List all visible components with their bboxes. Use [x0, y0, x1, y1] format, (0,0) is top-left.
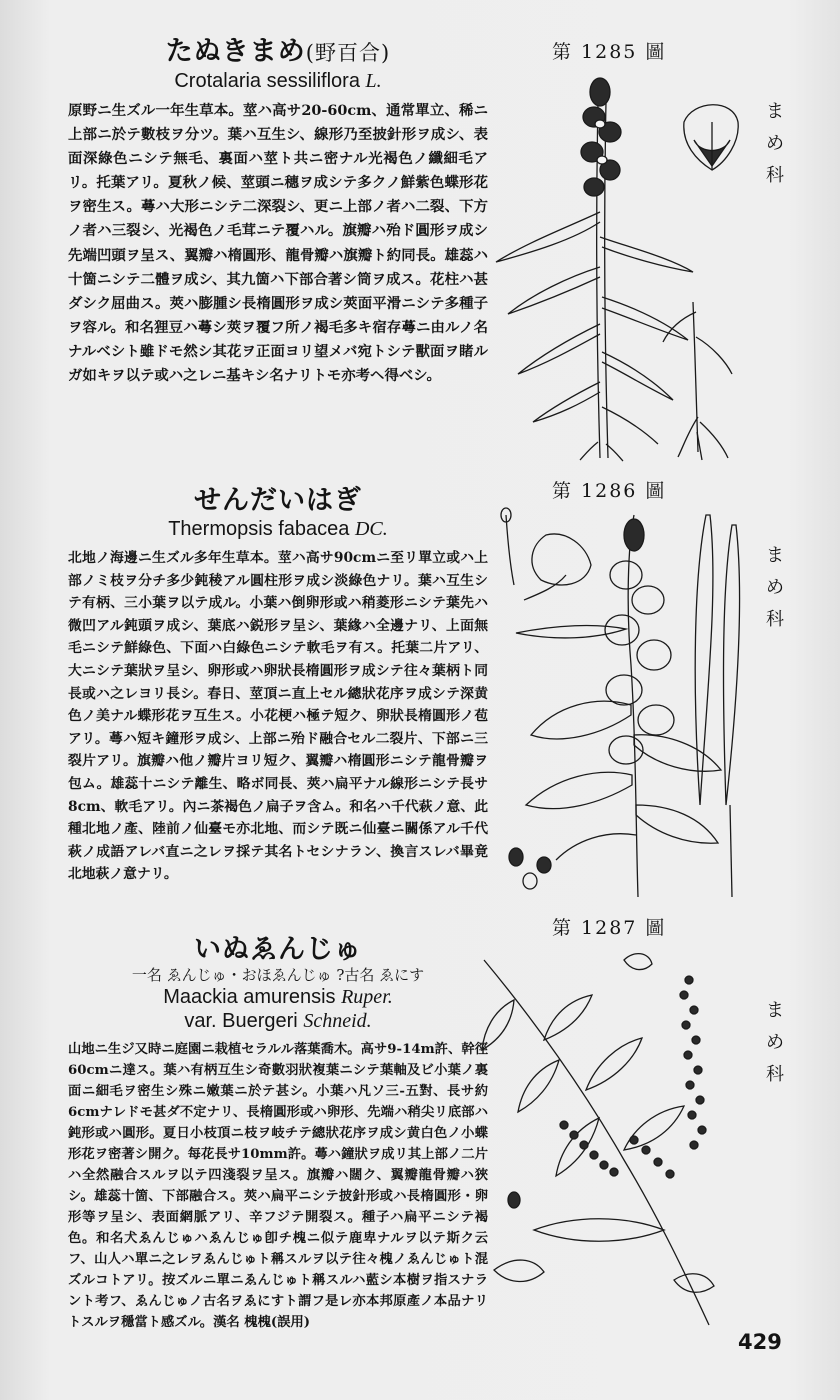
- figure-number: 第 1286 圖: [552, 480, 667, 502]
- scientific-name: [68, 517, 488, 541]
- alias-names: 一名 ゑんじゅ・おほゑんじゅ ?古名 ゑにす: [131, 966, 425, 984]
- family-char: め: [766, 133, 784, 154]
- entry-title: [68, 36, 488, 69]
- scientific-name: [68, 985, 488, 1009]
- family-char: 科: [766, 165, 784, 186]
- family-label: [760, 995, 790, 1091]
- scientific-name: [68, 69, 488, 93]
- alternate-name: (野百合): [305, 41, 391, 65]
- entry-1285: [68, 36, 488, 388]
- japanese-name: せんだいはぎ: [194, 485, 362, 516]
- entry-1287: [68, 934, 488, 1333]
- entry-1286: [68, 485, 488, 886]
- latin-binomial: Maackia amurensis: [163, 986, 336, 1008]
- family-label: [760, 96, 790, 192]
- description: 北地ノ海邊ニ生ズル多年生草本。莖ハ高サ90cmニ至リ單立或ハ上部ノミ枝ヲ分チ多少鈍稜アル圓柱形ヲ成シ淡綠色ナリ。葉ハ互生シテ有柄、三小葉ヲ以テ成ル。小葉ハ倒卵形或ハ稍菱形ニシテ葉先ハ微凹アル鈍頭ヲ成シ、葉底ハ鋭形ヲ呈シ、葉緣ハ全邊ナリ、上面無毛ニシテ鮮綠色、下面ハ白綠色ニシテ軟毛ヲ有ス。托葉二片アリ、大ニシテ葉狀ヲ呈シ、卵形或ハ卵狀長楕圓形ヲ成シテ往々葉柄ト同長或ハ之レヨリ長シ。春日、莖頂ニ直上セル總狀花序ヲ成シテ深黄色ノ美ナル蝶形花ヲ互生ス。小花梗ハ極テ短ク、卵狀長楕圓形ノ苞アリ。蕚ハ短キ鐘形ヲ成シ、上部ニ殆ド融合セル二裂片、下部ニ三裂片アリ。旗瓣ハ他ノ瓣片ヨリ短ク、翼瓣ハ楕圓形ニシテ龍骨瓣ヲ包ム。雄蕊十ニシテ離生、略ボ同長、莢ハ扁平ナル線形ニシテ長サ8cm、軟毛アリ。內ニ茶褐色ノ扁子ヲ含ム。和名ハ千代萩ノ意、此種北地ノ產、陸前ノ仙臺モ亦北地、而シテ既ニ仙臺ニ關係アル千代萩ノ成語アレバ直ニ之レヲ採テ其名トセシナラン、換言スレバ畢竟北地萩ノ意ナリ。: [68, 550, 488, 883]
- crotalaria-illustration: [488, 62, 750, 462]
- author-abbreviation: DC.: [354, 518, 388, 540]
- family-char: ま: [766, 101, 784, 122]
- figure-number: 第 1285 圖: [552, 41, 667, 63]
- description: 原野ニ生ズル一年生草本。莖ハ高サ20-60cm、通常單立、稀ニ上部ニ於テ數枝ヲ分ツ。葉ハ互生シ、線形乃至披針形ヲ成シ、表面深綠色ニシテ無毛、裏面ハ莖ト共ニ密ナル光褐色ノ纖細毛アリ。托葉アリ。夏秋ノ候、莖頭ニ穗ヲ成シテ多クノ鮮紫色蝶形花ヲ密生ス。蕚ハ大形ニシテ二深裂シ、更ニ上部ノ者ハ二裂、下方ノ者ハ三裂シ、光褐色ノ毛茸ニテ覆ハル。旗瓣ハ殆ド圓形ヲ成シ先端凹頭ヲ呈ス、翼瓣ハ楕圓形、龍骨瓣ハ旗瓣ト約同長。雄蕊ハ十箇ニシテ二體ヲ成シ、其九箇ハ下部合著シ筒ヲ成ス。花柱ハ甚ダシク屈曲ス。莢ハ膨腫シ長楕圓形ヲ成シ莢面平滑ニシテ多種子ヲ容ル。和名狸豆ハ蕚シ莢ヲ覆フ所ノ褐毛多キ宿存蕚ニ由ルノ名ナルベシト雖ドモ然シ其花ヲ正面ヨリ望メバ宛トシテ獸面ヲ睹ルガ如キヲ以テ或ハ之レニ基キシ名ナリトモ亦考ヘ得ベシ。: [68, 102, 488, 385]
- variety-author: Schneid.: [303, 1010, 372, 1032]
- latin-binomial: Crotalaria sessiliflora: [174, 70, 360, 92]
- entry-title: [68, 934, 488, 966]
- figure-number: 第 1287 圖: [552, 917, 667, 939]
- family-char: ま: [766, 1000, 784, 1021]
- japanese-name: いぬゑんじゅ: [194, 934, 362, 965]
- latin-variety: var. Buergeri: [184, 1010, 298, 1032]
- japanese-name: たぬきまめ: [165, 36, 306, 67]
- family-char: ま: [766, 545, 784, 566]
- page-number: 429: [738, 1330, 782, 1354]
- maackia-illustration: [474, 940, 754, 1330]
- family-char: め: [766, 1032, 784, 1053]
- author-abbreviation: Ruper.: [341, 986, 393, 1008]
- author-abbreviation: L.: [365, 70, 382, 92]
- thermopsis-illustration: [486, 505, 756, 900]
- family-char: 科: [766, 609, 784, 630]
- description: 山地ニ生ジ又時ニ庭園ニ栽植セラルル落葉喬木。高サ9-14m許、幹徑60cmニ達ス。葉ハ有柄互生シ奇數羽狀複葉ニシテ葉軸及ビ小葉ノ裏面ニ細毛ヲ密生シ殊ニ嫩葉ニ於テ甚シ。小葉ハ凡ソ三-五對、長サ約6cmナレドモ甚ダ不定ナリ、長楕圓形或ハ卵形、先端ハ稍尖リ底部ハ鈍形或ハ圓形。夏日小枝頂ニ枝ヲ岐チテ總狀花序ヲ成シ黄白色ノ小蝶形花ヲ密著シ開ク。每花長サ10mm許。蕚ハ鐘狀ヲ成リ其上部ノ二片ハ全然融合スルヲ以テ四淺裂ヲ呈ス。旗瓣ハ闊ク、翼瓣龍骨瓣ハ狹シ。雄蕊十箇、下部融合ス。莢ハ扁平ニシテ披針形或ハ長楕圓形・卵形等ヲ呈シ、表面網脈アリ、辛フジテ開裂ス。種子ハ扁平ニシテ褐色。和名犬ゑんじゅハゑんじゅ卽チ槐ニ似テ鹿卑ナルヲ以テ斯ク云フ、山人ハ單ニ之レヲゑんじゅト稱スルヲ以テ往々槐ノゑんじゅト混ズルコトアリ。按ズルニ單ニゑんじゅト稱スルハ藍シ本樹ヲ指スナラント考フ、ゑんじゅノ古名ヲゑにすト謂フ是レ亦本邦原產ノ本品ナリトスルヲ穩當ト感ズル。漢名 槐槐(誤用): [68, 1042, 488, 1330]
- latin-binomial: Thermopsis fabacea: [168, 518, 350, 540]
- family-char: め: [766, 577, 784, 598]
- entry-title: [68, 485, 488, 517]
- family-label: [760, 540, 790, 636]
- variety-name: [68, 1009, 488, 1033]
- family-char: 科: [766, 1064, 784, 1085]
